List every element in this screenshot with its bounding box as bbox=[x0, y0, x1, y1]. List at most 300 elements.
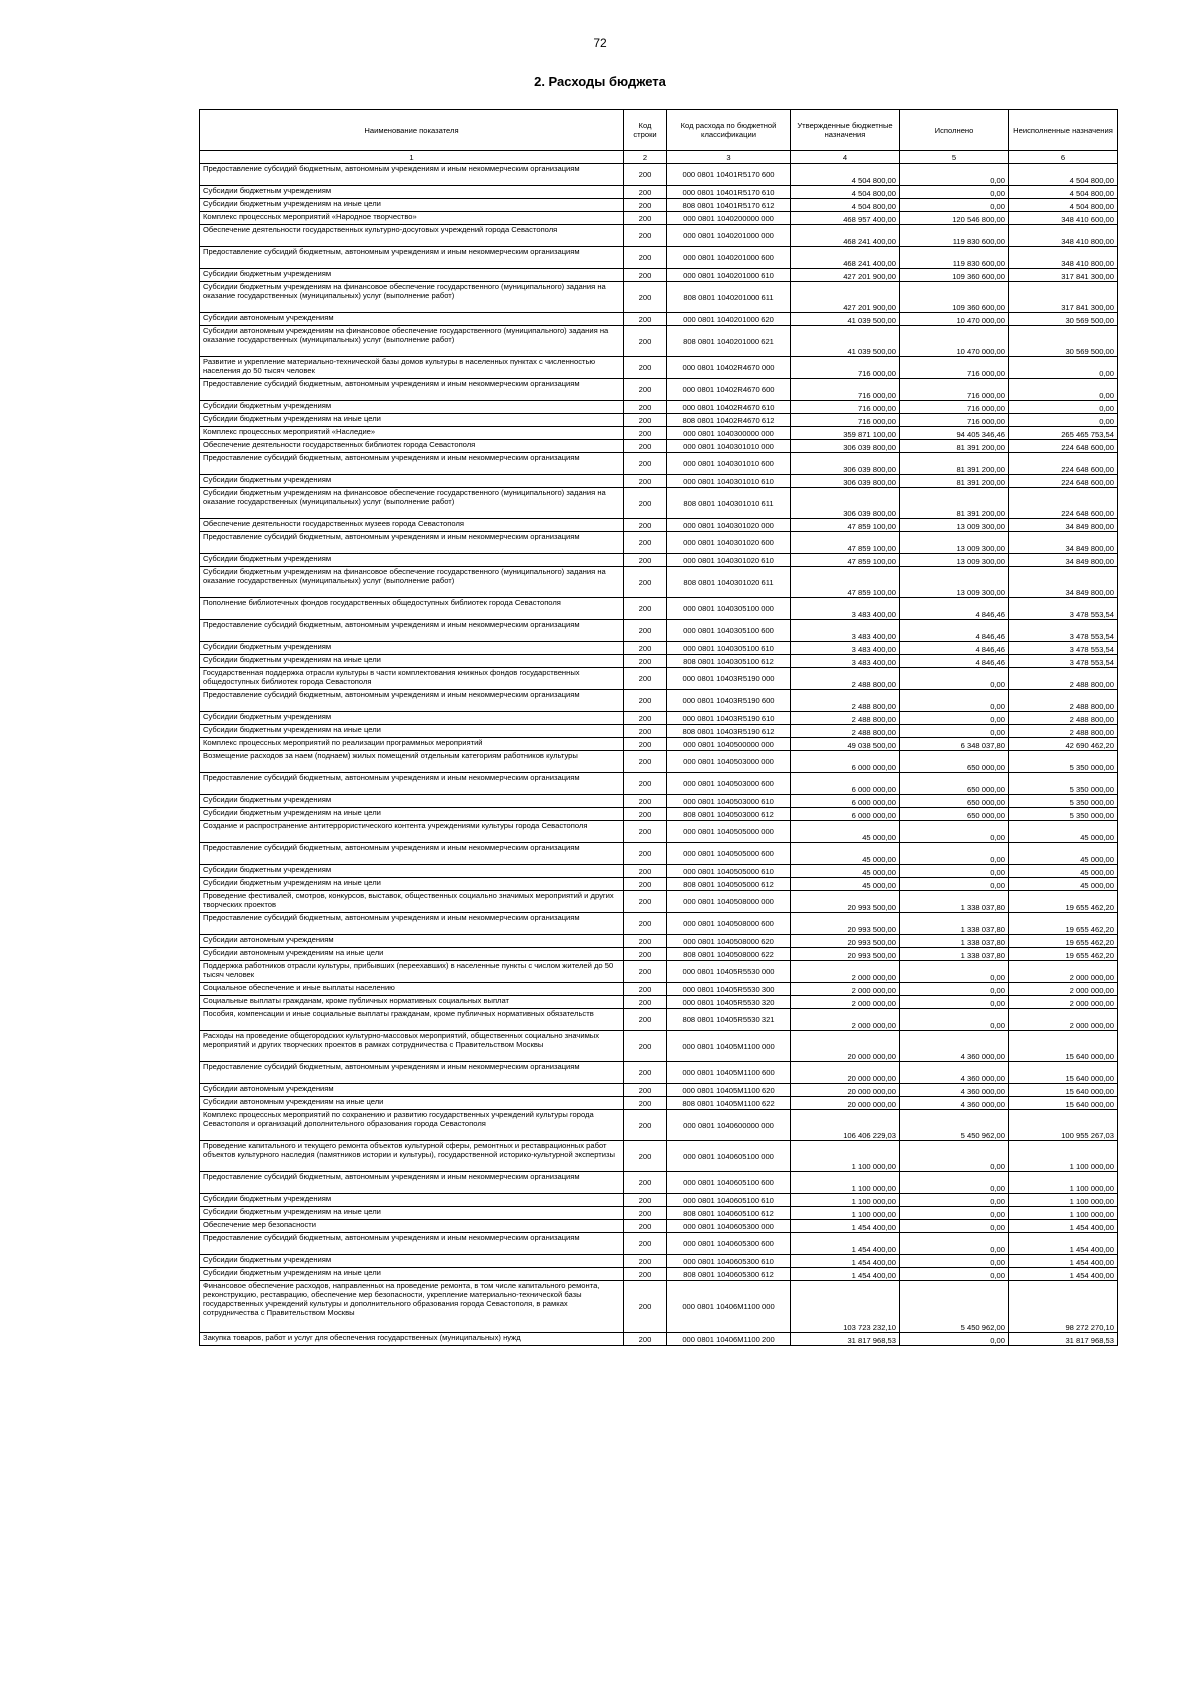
row-line-code: 200 bbox=[624, 357, 667, 379]
row-executed-amount: 81 391 200,00 bbox=[900, 488, 1009, 519]
row-unexecuted-amount: 2 000 000,00 bbox=[1009, 1009, 1118, 1031]
table-row bbox=[200, 1009, 1118, 1031]
row-line-code: 200 bbox=[624, 642, 667, 655]
row-name: Субсидии бюджетным учреждениям на финансовое обеспечение государственного (муниципального) задания на оказание государственных (муниципальных) услуг (выполнение работ) bbox=[200, 567, 624, 598]
table-row bbox=[200, 225, 1118, 247]
row-executed-amount: 0,00 bbox=[900, 186, 1009, 199]
row-classification-code: 000 0801 10403R5190 600 bbox=[667, 690, 791, 712]
row-classification-code: 000 0801 1040605100 600 bbox=[667, 1172, 791, 1194]
row-name: Проведение капитального и текущего ремонта объектов культурной сферы, ремонтных и реставрационных работ объектов культурного наследия (памятников истории и культуры), государственной историко-культурной экспертизы bbox=[200, 1141, 624, 1172]
row-name: Субсидии бюджетным учреждениям bbox=[200, 1194, 624, 1207]
row-executed-amount: 81 391 200,00 bbox=[900, 440, 1009, 453]
row-unexecuted-amount: 31 817 968,53 bbox=[1009, 1333, 1118, 1346]
row-executed-amount: 4 846,46 bbox=[900, 655, 1009, 668]
row-classification-code: 000 0801 1040201000 000 bbox=[667, 225, 791, 247]
column-number: 5 bbox=[900, 151, 1009, 164]
row-classification-code: 000 0801 10402R4670 000 bbox=[667, 357, 791, 379]
row-name: Пособия, компенсации и иные социальные выплаты гражданам, кроме публичных нормативных обязательств bbox=[200, 1009, 624, 1031]
row-approved-amount: 6 000 000,00 bbox=[791, 751, 900, 773]
table-row bbox=[200, 199, 1118, 212]
row-executed-amount: 0,00 bbox=[900, 1207, 1009, 1220]
budget-expenditures-table bbox=[199, 109, 1118, 1346]
table-row bbox=[200, 1084, 1118, 1097]
row-unexecuted-amount: 348 410 800,00 bbox=[1009, 247, 1118, 269]
row-unexecuted-amount: 19 655 462,20 bbox=[1009, 935, 1118, 948]
table-row bbox=[200, 427, 1118, 440]
row-executed-amount: 0,00 bbox=[900, 1255, 1009, 1268]
row-line-code: 200 bbox=[624, 1097, 667, 1110]
row-line-code: 200 bbox=[624, 808, 667, 821]
row-classification-code: 000 0801 10405R5530 300 bbox=[667, 983, 791, 996]
table-row bbox=[200, 326, 1118, 357]
row-line-code: 200 bbox=[624, 1031, 667, 1062]
row-line-code: 200 bbox=[624, 1281, 667, 1333]
row-line-code: 200 bbox=[624, 1255, 667, 1268]
row-unexecuted-amount: 1 100 000,00 bbox=[1009, 1141, 1118, 1172]
row-unexecuted-amount: 98 272 270,10 bbox=[1009, 1281, 1118, 1333]
table-header-row bbox=[200, 110, 1118, 151]
row-executed-amount: 1 338 037,80 bbox=[900, 948, 1009, 961]
row-name: Создание и распространение антитеррористического контента учреждениями культуры города Севастополя bbox=[200, 821, 624, 843]
row-line-code: 200 bbox=[624, 935, 667, 948]
row-classification-code: 000 0801 10406M1100 000 bbox=[667, 1281, 791, 1333]
table-row bbox=[200, 1268, 1118, 1281]
row-classification-code: 000 0801 10402R4670 610 bbox=[667, 401, 791, 414]
row-classification-code: 000 0801 1040305100 610 bbox=[667, 642, 791, 655]
row-executed-amount: 0,00 bbox=[900, 821, 1009, 843]
row-executed-amount: 109 360 600,00 bbox=[900, 269, 1009, 282]
row-approved-amount: 1 100 000,00 bbox=[791, 1141, 900, 1172]
table-row bbox=[200, 379, 1118, 401]
row-name: Субсидии бюджетным учреждениям bbox=[200, 554, 624, 567]
row-unexecuted-amount: 45 000,00 bbox=[1009, 878, 1118, 891]
row-approved-amount: 2 000 000,00 bbox=[791, 961, 900, 983]
column-number: 2 bbox=[624, 151, 667, 164]
row-line-code: 200 bbox=[624, 212, 667, 225]
row-approved-amount: 45 000,00 bbox=[791, 843, 900, 865]
row-classification-code: 808 0801 10403R5190 612 bbox=[667, 725, 791, 738]
row-approved-amount: 20 000 000,00 bbox=[791, 1097, 900, 1110]
row-approved-amount: 20 993 500,00 bbox=[791, 891, 900, 913]
table-row bbox=[200, 878, 1118, 891]
row-line-code: 200 bbox=[624, 414, 667, 427]
row-executed-amount: 0,00 bbox=[900, 1194, 1009, 1207]
row-approved-amount: 1 100 000,00 bbox=[791, 1194, 900, 1207]
row-executed-amount: 4 360 000,00 bbox=[900, 1062, 1009, 1084]
row-classification-code: 000 0801 1040200000 000 bbox=[667, 212, 791, 225]
row-line-code: 200 bbox=[624, 1009, 667, 1031]
row-classification-code: 000 0801 10405M1100 000 bbox=[667, 1031, 791, 1062]
table-row bbox=[200, 948, 1118, 961]
row-classification-code: 000 0801 1040500000 000 bbox=[667, 738, 791, 751]
row-unexecuted-amount: 2 000 000,00 bbox=[1009, 996, 1118, 1009]
row-classification-code: 000 0801 10405R5530 000 bbox=[667, 961, 791, 983]
row-name: Субсидии бюджетным учреждениям bbox=[200, 712, 624, 725]
row-classification-code: 808 0801 1040605100 612 bbox=[667, 1207, 791, 1220]
row-unexecuted-amount: 45 000,00 bbox=[1009, 865, 1118, 878]
row-classification-code: 000 0801 10402R4670 600 bbox=[667, 379, 791, 401]
row-executed-amount: 1 338 037,80 bbox=[900, 891, 1009, 913]
row-name: Субсидии автономным учреждениям на иные цели bbox=[200, 1097, 624, 1110]
row-unexecuted-amount: 0,00 bbox=[1009, 401, 1118, 414]
table-row bbox=[200, 1220, 1118, 1233]
row-approved-amount: 716 000,00 bbox=[791, 357, 900, 379]
row-unexecuted-amount: 317 841 300,00 bbox=[1009, 282, 1118, 313]
row-unexecuted-amount: 2 488 800,00 bbox=[1009, 690, 1118, 712]
row-line-code: 200 bbox=[624, 865, 667, 878]
row-classification-code: 000 0801 1040301020 000 bbox=[667, 519, 791, 532]
table-row bbox=[200, 961, 1118, 983]
row-line-code: 200 bbox=[624, 891, 667, 913]
row-line-code: 200 bbox=[624, 186, 667, 199]
row-line-code: 200 bbox=[624, 996, 667, 1009]
row-name: Субсидии бюджетным учреждениям на иные цели bbox=[200, 1207, 624, 1220]
row-unexecuted-amount: 5 350 000,00 bbox=[1009, 773, 1118, 795]
header-indicator-name: Наименование показателя bbox=[200, 110, 624, 151]
row-approved-amount: 716 000,00 bbox=[791, 401, 900, 414]
row-name: Комплекс процессных мероприятий «Народное творчество» bbox=[200, 212, 624, 225]
table-row bbox=[200, 401, 1118, 414]
row-approved-amount: 427 201 900,00 bbox=[791, 282, 900, 313]
row-classification-code: 808 0801 1040301010 611 bbox=[667, 488, 791, 519]
row-unexecuted-amount: 0,00 bbox=[1009, 379, 1118, 401]
row-classification-code: 808 0801 10402R4670 612 bbox=[667, 414, 791, 427]
row-classification-code: 808 0801 1040201000 611 bbox=[667, 282, 791, 313]
row-executed-amount: 13 009 300,00 bbox=[900, 554, 1009, 567]
row-classification-code: 000 0801 10403R5190 610 bbox=[667, 712, 791, 725]
table-row bbox=[200, 725, 1118, 738]
row-line-code: 200 bbox=[624, 983, 667, 996]
row-line-code: 200 bbox=[624, 773, 667, 795]
row-approved-amount: 45 000,00 bbox=[791, 878, 900, 891]
row-line-code: 200 bbox=[624, 1141, 667, 1172]
row-approved-amount: 41 039 500,00 bbox=[791, 326, 900, 357]
row-approved-amount: 20 000 000,00 bbox=[791, 1062, 900, 1084]
row-unexecuted-amount: 3 478 553,54 bbox=[1009, 655, 1118, 668]
row-executed-amount: 94 405 346,46 bbox=[900, 427, 1009, 440]
row-executed-amount: 81 391 200,00 bbox=[900, 453, 1009, 475]
row-name: Субсидии бюджетным учреждениям на иные цели bbox=[200, 878, 624, 891]
table-row bbox=[200, 567, 1118, 598]
row-approved-amount: 20 993 500,00 bbox=[791, 948, 900, 961]
row-approved-amount: 468 957 400,00 bbox=[791, 212, 900, 225]
row-line-code: 200 bbox=[624, 269, 667, 282]
row-executed-amount: 119 830 600,00 bbox=[900, 225, 1009, 247]
row-unexecuted-amount: 1 454 400,00 bbox=[1009, 1268, 1118, 1281]
row-classification-code: 000 0801 1040503000 610 bbox=[667, 795, 791, 808]
row-unexecuted-amount: 19 655 462,20 bbox=[1009, 948, 1118, 961]
row-executed-amount: 0,00 bbox=[900, 1220, 1009, 1233]
row-name: Обеспечение деятельности государственных музеев города Севастополя bbox=[200, 519, 624, 532]
row-unexecuted-amount: 2 488 800,00 bbox=[1009, 725, 1118, 738]
row-classification-code: 000 0801 1040301010 610 bbox=[667, 475, 791, 488]
row-approved-amount: 103 723 232,10 bbox=[791, 1281, 900, 1333]
table-row bbox=[200, 935, 1118, 948]
table-row bbox=[200, 1110, 1118, 1141]
row-unexecuted-amount: 42 690 462,20 bbox=[1009, 738, 1118, 751]
row-approved-amount: 41 039 500,00 bbox=[791, 313, 900, 326]
row-approved-amount: 1 100 000,00 bbox=[791, 1172, 900, 1194]
table-row bbox=[200, 808, 1118, 821]
row-line-code: 200 bbox=[624, 598, 667, 620]
row-classification-code: 808 0801 1040301020 611 bbox=[667, 567, 791, 598]
row-executed-amount: 5 450 962,00 bbox=[900, 1281, 1009, 1333]
row-unexecuted-amount: 5 350 000,00 bbox=[1009, 808, 1118, 821]
row-unexecuted-amount: 45 000,00 bbox=[1009, 821, 1118, 843]
header-unexecuted: Неисполненные назначения bbox=[1009, 110, 1118, 151]
row-line-code: 200 bbox=[624, 164, 667, 186]
row-unexecuted-amount: 5 350 000,00 bbox=[1009, 751, 1118, 773]
row-line-code: 200 bbox=[624, 453, 667, 475]
row-name: Комплекс процессных мероприятий по реализации программных мероприятий bbox=[200, 738, 624, 751]
row-unexecuted-amount: 5 350 000,00 bbox=[1009, 795, 1118, 808]
row-name: Финансовое обеспечение расходов, направленных на проведение ремонта, в том числе капитального ремонта, реконструкцию, реставрацию, обеспечение мер безопасности, укрепление материально-технической базы государственных учреждений культуры и дополнительного образования города Севастополя, в рамках сотрудничества с Правительством Москвы bbox=[200, 1281, 624, 1333]
row-unexecuted-amount: 2 488 800,00 bbox=[1009, 668, 1118, 690]
row-approved-amount: 1 454 400,00 bbox=[791, 1220, 900, 1233]
row-unexecuted-amount: 4 504 800,00 bbox=[1009, 164, 1118, 186]
row-name: Проведение фестивалей, смотров, конкурсов, выставок, общественных социально значимых мероприятий и других творческих проектов bbox=[200, 891, 624, 913]
row-approved-amount: 20 993 500,00 bbox=[791, 913, 900, 935]
row-classification-code: 000 0801 1040305100 600 bbox=[667, 620, 791, 642]
row-unexecuted-amount: 34 849 800,00 bbox=[1009, 519, 1118, 532]
row-name: Социальные выплаты гражданам, кроме публичных нормативных социальных выплат bbox=[200, 996, 624, 1009]
row-line-code: 200 bbox=[624, 1194, 667, 1207]
row-line-code: 200 bbox=[624, 313, 667, 326]
row-line-code: 200 bbox=[624, 1062, 667, 1084]
row-name: Субсидии бюджетным учреждениям bbox=[200, 269, 624, 282]
row-executed-amount: 13 009 300,00 bbox=[900, 532, 1009, 554]
row-line-code: 200 bbox=[624, 620, 667, 642]
row-executed-amount: 10 470 000,00 bbox=[900, 313, 1009, 326]
row-name: Предоставление субсидий бюджетным, автономным учреждениям и иным некоммерческим организациям bbox=[200, 164, 624, 186]
row-line-code: 200 bbox=[624, 554, 667, 567]
row-name: Субсидии бюджетным учреждениям на финансовое обеспечение государственного (муниципального) задания на оказание государственных (муниципальных) услуг (выполнение работ) bbox=[200, 282, 624, 313]
row-line-code: 200 bbox=[624, 738, 667, 751]
row-classification-code: 000 0801 1040605300 600 bbox=[667, 1233, 791, 1255]
table-row bbox=[200, 1281, 1118, 1333]
row-executed-amount: 13 009 300,00 bbox=[900, 567, 1009, 598]
row-executed-amount: 0,00 bbox=[900, 996, 1009, 1009]
row-unexecuted-amount: 30 569 500,00 bbox=[1009, 326, 1118, 357]
row-approved-amount: 6 000 000,00 bbox=[791, 773, 900, 795]
row-approved-amount: 106 406 229,03 bbox=[791, 1110, 900, 1141]
row-classification-code: 808 0801 1040503000 612 bbox=[667, 808, 791, 821]
row-name: Субсидии автономным учреждениям bbox=[200, 313, 624, 326]
row-name: Субсидии автономным учреждениям на финансовое обеспечение государственного (муниципального) задания на оказание государственных (муниципальных) услуг (выполнение работ) bbox=[200, 326, 624, 357]
row-executed-amount: 1 338 037,80 bbox=[900, 913, 1009, 935]
row-line-code: 200 bbox=[624, 690, 667, 712]
row-name: Развитие и укрепление материально-технической базы домов культуры в населенных пунктах с численностью населения до 50 тысяч человек bbox=[200, 357, 624, 379]
row-name: Субсидии автономным учреждениям bbox=[200, 1084, 624, 1097]
row-unexecuted-amount: 1 100 000,00 bbox=[1009, 1194, 1118, 1207]
row-classification-code: 000 0801 1040605100 610 bbox=[667, 1194, 791, 1207]
row-classification-code: 000 0801 1040508000 620 bbox=[667, 935, 791, 948]
table-row bbox=[200, 738, 1118, 751]
row-unexecuted-amount: 34 849 800,00 bbox=[1009, 554, 1118, 567]
table-row bbox=[200, 440, 1118, 453]
row-name: Поддержка работников отрасли культуры, прибывших (переехавших) в населенные пункты с числом жителей до 50 тысяч человек bbox=[200, 961, 624, 983]
table-row bbox=[200, 1333, 1118, 1346]
row-executed-amount: 0,00 bbox=[900, 690, 1009, 712]
row-approved-amount: 4 504 800,00 bbox=[791, 186, 900, 199]
row-unexecuted-amount: 15 640 000,00 bbox=[1009, 1084, 1118, 1097]
row-unexecuted-amount: 15 640 000,00 bbox=[1009, 1097, 1118, 1110]
row-approved-amount: 47 859 100,00 bbox=[791, 532, 900, 554]
row-line-code: 200 bbox=[624, 821, 667, 843]
row-name: Субсидии бюджетным учреждениям на иные цели bbox=[200, 808, 624, 821]
table-row bbox=[200, 475, 1118, 488]
row-approved-amount: 20 993 500,00 bbox=[791, 935, 900, 948]
table-row bbox=[200, 983, 1118, 996]
row-classification-code: 000 0801 1040508000 600 bbox=[667, 913, 791, 935]
row-executed-amount: 0,00 bbox=[900, 712, 1009, 725]
table-row bbox=[200, 655, 1118, 668]
row-executed-amount: 4 360 000,00 bbox=[900, 1097, 1009, 1110]
row-approved-amount: 716 000,00 bbox=[791, 414, 900, 427]
row-line-code: 200 bbox=[624, 1110, 667, 1141]
row-unexecuted-amount: 1 454 400,00 bbox=[1009, 1255, 1118, 1268]
row-name: Возмещение расходов за наем (поднаем) жилых помещений отдельным категориям работников культуры bbox=[200, 751, 624, 773]
row-classification-code: 808 0801 10405R5530 321 bbox=[667, 1009, 791, 1031]
header-executed: Исполнено bbox=[900, 110, 1009, 151]
row-unexecuted-amount: 224 648 600,00 bbox=[1009, 453, 1118, 475]
row-executed-amount: 0,00 bbox=[900, 1172, 1009, 1194]
row-executed-amount: 650 000,00 bbox=[900, 795, 1009, 808]
row-approved-amount: 3 483 400,00 bbox=[791, 655, 900, 668]
row-executed-amount: 13 009 300,00 bbox=[900, 519, 1009, 532]
row-executed-amount: 0,00 bbox=[900, 843, 1009, 865]
row-name: Социальное обеспечение и иные выплаты населению bbox=[200, 983, 624, 996]
header-line-code: Код строки bbox=[624, 110, 667, 151]
row-line-code: 200 bbox=[624, 725, 667, 738]
row-name: Закупка товаров, работ и услуг для обеспечения государственных (муниципальных) нужд bbox=[200, 1333, 624, 1346]
row-unexecuted-amount: 224 648 600,00 bbox=[1009, 475, 1118, 488]
table-row bbox=[200, 1233, 1118, 1255]
row-executed-amount: 109 360 600,00 bbox=[900, 282, 1009, 313]
row-executed-amount: 650 000,00 bbox=[900, 751, 1009, 773]
row-executed-amount: 0,00 bbox=[900, 1233, 1009, 1255]
row-approved-amount: 1 100 000,00 bbox=[791, 1207, 900, 1220]
row-executed-amount: 120 546 800,00 bbox=[900, 212, 1009, 225]
row-name: Предоставление субсидий бюджетным, автономным учреждениям и иным некоммерческим организациям bbox=[200, 620, 624, 642]
row-approved-amount: 2 000 000,00 bbox=[791, 1009, 900, 1031]
row-approved-amount: 31 817 968,53 bbox=[791, 1333, 900, 1346]
row-executed-amount: 716 000,00 bbox=[900, 414, 1009, 427]
table-row bbox=[200, 620, 1118, 642]
row-executed-amount: 0,00 bbox=[900, 1009, 1009, 1031]
row-classification-code: 000 0801 1040605100 000 bbox=[667, 1141, 791, 1172]
row-approved-amount: 2 488 800,00 bbox=[791, 690, 900, 712]
table-row bbox=[200, 313, 1118, 326]
row-approved-amount: 47 859 100,00 bbox=[791, 554, 900, 567]
row-approved-amount: 306 039 800,00 bbox=[791, 453, 900, 475]
row-classification-code: 000 0801 1040503000 000 bbox=[667, 751, 791, 773]
row-unexecuted-amount: 34 849 800,00 bbox=[1009, 567, 1118, 598]
table-row bbox=[200, 773, 1118, 795]
row-approved-amount: 4 504 800,00 bbox=[791, 199, 900, 212]
row-line-code: 200 bbox=[624, 475, 667, 488]
table-row bbox=[200, 1194, 1118, 1207]
row-approved-amount: 306 039 800,00 bbox=[791, 475, 900, 488]
row-approved-amount: 1 454 400,00 bbox=[791, 1268, 900, 1281]
row-line-code: 200 bbox=[624, 326, 667, 357]
row-approved-amount: 2 488 800,00 bbox=[791, 725, 900, 738]
row-unexecuted-amount: 2 000 000,00 bbox=[1009, 961, 1118, 983]
row-line-code: 200 bbox=[624, 843, 667, 865]
table-row bbox=[200, 186, 1118, 199]
row-executed-amount: 716 000,00 bbox=[900, 379, 1009, 401]
column-number: 4 bbox=[791, 151, 900, 164]
row-classification-code: 000 0801 1040301010 600 bbox=[667, 453, 791, 475]
row-name: Субсидии автономным учреждениям bbox=[200, 935, 624, 948]
row-approved-amount: 2 000 000,00 bbox=[791, 996, 900, 1009]
row-line-code: 200 bbox=[624, 1333, 667, 1346]
row-name: Предоставление субсидий бюджетным, автономным учреждениям и иным некоммерческим организациям bbox=[200, 913, 624, 935]
row-name: Обеспечение мер безопасности bbox=[200, 1220, 624, 1233]
row-classification-code: 000 0801 1040300000 000 bbox=[667, 427, 791, 440]
row-classification-code: 000 0801 1040301010 000 bbox=[667, 440, 791, 453]
table-row bbox=[200, 1207, 1118, 1220]
row-name: Предоставление субсидий бюджетным, автономным учреждениям и иным некоммерческим организациям bbox=[200, 690, 624, 712]
row-line-code: 200 bbox=[624, 1220, 667, 1233]
row-line-code: 200 bbox=[624, 1084, 667, 1097]
row-unexecuted-amount: 348 410 800,00 bbox=[1009, 225, 1118, 247]
row-approved-amount: 1 454 400,00 bbox=[791, 1233, 900, 1255]
row-line-code: 200 bbox=[624, 488, 667, 519]
row-unexecuted-amount: 15 640 000,00 bbox=[1009, 1031, 1118, 1062]
row-unexecuted-amount: 19 655 462,20 bbox=[1009, 891, 1118, 913]
row-classification-code: 000 0801 10403R5190 000 bbox=[667, 668, 791, 690]
row-approved-amount: 47 859 100,00 bbox=[791, 519, 900, 532]
table-row bbox=[200, 821, 1118, 843]
row-name: Предоставление субсидий бюджетным, автономным учреждениям и иным некоммерческим организациям bbox=[200, 379, 624, 401]
row-line-code: 200 bbox=[624, 1233, 667, 1255]
row-name: Субсидии бюджетным учреждениям bbox=[200, 1255, 624, 1268]
row-classification-code: 000 0801 1040505000 000 bbox=[667, 821, 791, 843]
row-executed-amount: 4 846,46 bbox=[900, 642, 1009, 655]
row-executed-amount: 0,00 bbox=[900, 725, 1009, 738]
table-row bbox=[200, 843, 1118, 865]
row-name: Пополнение библиотечных фондов государственных общедоступных библиотек города Севастополя bbox=[200, 598, 624, 620]
row-classification-code: 000 0801 1040305100 000 bbox=[667, 598, 791, 620]
row-executed-amount: 0,00 bbox=[900, 983, 1009, 996]
row-name: Предоставление субсидий бюджетным, автономным учреждениям и иным некоммерческим организациям bbox=[200, 1233, 624, 1255]
row-unexecuted-amount: 19 655 462,20 bbox=[1009, 913, 1118, 935]
row-approved-amount: 306 039 800,00 bbox=[791, 440, 900, 453]
row-line-code: 200 bbox=[624, 440, 667, 453]
row-name: Субсидии бюджетным учреждениям на иные цели bbox=[200, 414, 624, 427]
row-executed-amount: 0,00 bbox=[900, 199, 1009, 212]
row-executed-amount: 716 000,00 bbox=[900, 401, 1009, 414]
table-row bbox=[200, 996, 1118, 1009]
table-row bbox=[200, 282, 1118, 313]
column-number: 6 bbox=[1009, 151, 1118, 164]
row-classification-code: 000 0801 1040301020 600 bbox=[667, 532, 791, 554]
row-classification-code: 000 0801 1040201000 620 bbox=[667, 313, 791, 326]
table-row bbox=[200, 751, 1118, 773]
row-line-code: 200 bbox=[624, 712, 667, 725]
row-executed-amount: 4 846,46 bbox=[900, 620, 1009, 642]
table-row bbox=[200, 488, 1118, 519]
section-title: 2. Расходы бюджета bbox=[534, 74, 666, 89]
table-row bbox=[200, 269, 1118, 282]
row-classification-code: 000 0801 1040508000 000 bbox=[667, 891, 791, 913]
row-executed-amount: 0,00 bbox=[900, 668, 1009, 690]
row-executed-amount: 0,00 bbox=[900, 1268, 1009, 1281]
row-name: Субсидии бюджетным учреждениям bbox=[200, 865, 624, 878]
row-unexecuted-amount: 100 955 267,03 bbox=[1009, 1110, 1118, 1141]
row-approved-amount: 427 201 900,00 bbox=[791, 269, 900, 282]
